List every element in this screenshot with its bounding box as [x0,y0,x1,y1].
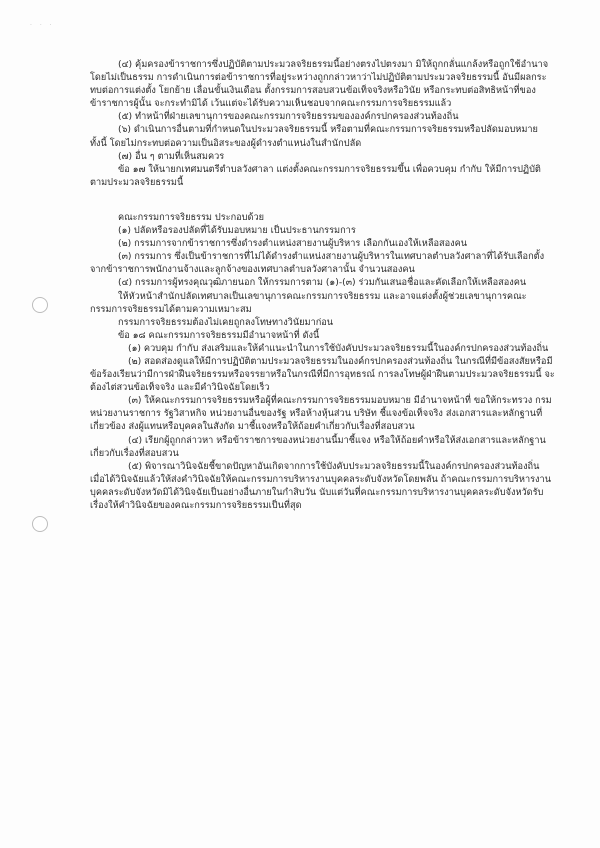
paragraph-a18: ข้อ ๑๘ คณะกรรมการจริยธรรมมีอำนาจหน้าที่ ดังนี้ [118,329,320,341]
document-body [90,58,555,512]
paragraph-d5: (๕) พิจารณาวินิจฉัยชี้ขาดปัญหาอันเกิดจากการใช้บังคับประมวลจริยธรรมนี้ในองค์กรปกครองส่วนท้องถิ่น เมื่อได้วินิจฉัยแล้วให้ส่งคำวินิจฉัยให้คณะกรรมการบริหารงานบุคคลระดับจังหวัดโดยพลัน ถ้าคณะกรรมการบริหารงานบุคคลระดับจังหวัดมิได้วินิจฉัยเป็นอย่างอื่นภายในกำสิบวัน นับแต่วันที่คณะกรรมการบริหารงานบุคคลระดับจังหวัดรับเรื่องให้คำวินิจฉัยของคณะกรรมการจริยธรรมเป็นที่สุด [90,460,551,511]
paragraph-d1: (๑) ควบคุม กำกับ ส่งเสริมและให้คำแนะนำในการใช้บังคับประมวลจริยธรรมนี้ในองค์กรปกครองส่วนท้องถิ่น [128,342,549,354]
scan-specks: · · · [30,22,55,29]
paragraph-c1: (๑) ปลัดหรือรองปลัดที่ได้รับมอบหมาย เป็นประธานกรรมการ [118,225,356,237]
punch-hole-bottom [32,516,48,532]
paragraph-c3: (๓) กรรมการ ซึ่งเป็นข้าราชการที่ไม่ได้ดำรงตำแหน่งสายงานผู้บริหารในเทศบาลตำบลวังศาลาที่ได้รับเลือกตั้งจากข้าราชการพนักงานจ้างและลูกจ้างของเทศบาลตำบลวังศาลานั้น จำนวนสองคน [90,251,545,276]
paragraph-p6: (๖) ดำเนินการอื่นตามที่กำหนดในประมวลจริยธรรมนี้ หรือตามที่คณะกรรมการจริยธรรมหรือปลัดมอบหมาย ทั้งนี้ โดยไม่กระทบต่อความเป็นอิสระของผู้ดำรงตำแหน่งในสำนักปลัด [90,124,538,149]
punch-hole-top [32,297,48,313]
paragraph-d3: (๓) ให้คณะกรรมการจริยธรรมหรือผู้ที่คณะกรรมการจริยธรรมมอบหมาย มีอำนาจหน้าที่ ขอให้กระทรวง กรม หน่วยงานราชการ รัฐวิสาหกิจ หน่วยงานอื่นของรัฐ หรือห้างหุ้นส่วน บริษัท ชี้แจงข้อเท็จจริง ส่งเอกสารและหลักฐานที่เกี่ยวข้อง ส่งผู้แทนหรือบุคคลในสังกัด มาชี้แจงหรือให้ถ้อยคำเกี่ยวกับเรื่องที่สอบสวน [90,395,552,433]
paragraph-p4: (๔) คุ้มครองข้าราชการซึ่งปฏิบัติตามประมวลจริยธรรมนี้อย่างตรงไปตรงมา มิให้ถูกกลั่นแกล้งหรือถูกใช้อำนาจโดยไม่เป็นธรรม การดำเนินการต่อข้าราชการที่อยู่ระหว่างถูกกล่าวหาว่าไม่ปฏิบัติตามประมวลจริยธรรมนี้ อันมีผลกระทบต่อการแต่งตั้ง โยกย้าย เลื่อนขั้นเงินเดือน ตั้งกรรมการสอบสวนข้อเท็จจริงหรือวินัย หรือกระทบต่อสิทธิหน้าที่ของข้าราชการผู้นั้น จะกระทำมิได้ เว้นแต่จะได้รับความเห็นชอบจากคณะกรรมการจริยธรรมแล้ว [90,59,549,110]
paragraph-c4: (๔) กรรมการผู้ทรงคุณวุฒิภายนอก ให้กรรมการตาม (๑)-(๓) ร่วมกันเสนอชื่อและคัดเลือกให้เหลือสองคน [118,277,527,289]
paragraph-d2: (๒) สอดส่องดูแลให้มีการปฏิบัติตามประมวลจริยธรรมในองค์กรปกครองส่วนท้องถิ่น ในกรณีที่มีข้อสงสัยหรือมีข้อร้องเรียนว่ามีการฝ่าฝืนจริยธรรมหรือจรรยาหรือในกรณีที่มีการอุทธรณ์ การลงโทษผู้ฝ่าฝืนตามประมวลจริยธรรมนี้ จะต้องไต่สวนข้อเท็จจริง และมีคำวินิจฉัยโดยเร็ว [90,355,555,394]
paragraph-a17: ข้อ ๑๗ ให้นายกเทศมนตรีตำบลวังศาลา แต่งตั้งคณะกรรมการจริยธรรมขึ้น เพื่อควบคุม กำกับ ให้มีการปฏิบัติตามประมวลจริยธรรมนี้ [90,163,541,188]
paragraph-p7: (๗) อื่น ๆ ตามที่เห็นสมควร [118,150,225,162]
paragraph-c2: (๒) กรรมการจากข้าราชการซึ่งดำรงตำแหน่งสายงานผู้บริหาร เลือกกันเองให้เหลือสองคน [118,238,468,250]
paragraph-c5: ให้หัวหน้าสำนักปลัดเทศบาลเป็นเลขานุการคณะกรรมการจริยธรรม และอาจแต่งตั้งผู้ช่วยเลขานุการคณะกรรมการจริยธรรมได้ตามความเหมาะสม [90,290,527,315]
paragraph-c6: กรรมการจริยธรรมต้องไม่เคยถูกลงโทษทางวินัยมาก่อน [118,316,334,328]
paragraph-gap [90,189,555,211]
paragraph-d4: (๔) เรียกผู้ถูกกล่าวหา หรือข้าราชการของหน่วยงานนี้มาชี้แจง หรือให้ถ้อยคำหรือให้ส่งเอกสารและหลักฐานเกี่ยวกับเรื่องที่สอบสวน [90,434,546,459]
paragraph-c0: คณะกรรมการจริยธรรม ประกอบด้วย [118,211,265,223]
paragraph-p5: (๕) ทำหน้าที่ฝ่ายเลขานุการของคณะกรรมการจริยธรรมขององค์กรปกครองส่วนท้องถิ่น [118,111,459,123]
